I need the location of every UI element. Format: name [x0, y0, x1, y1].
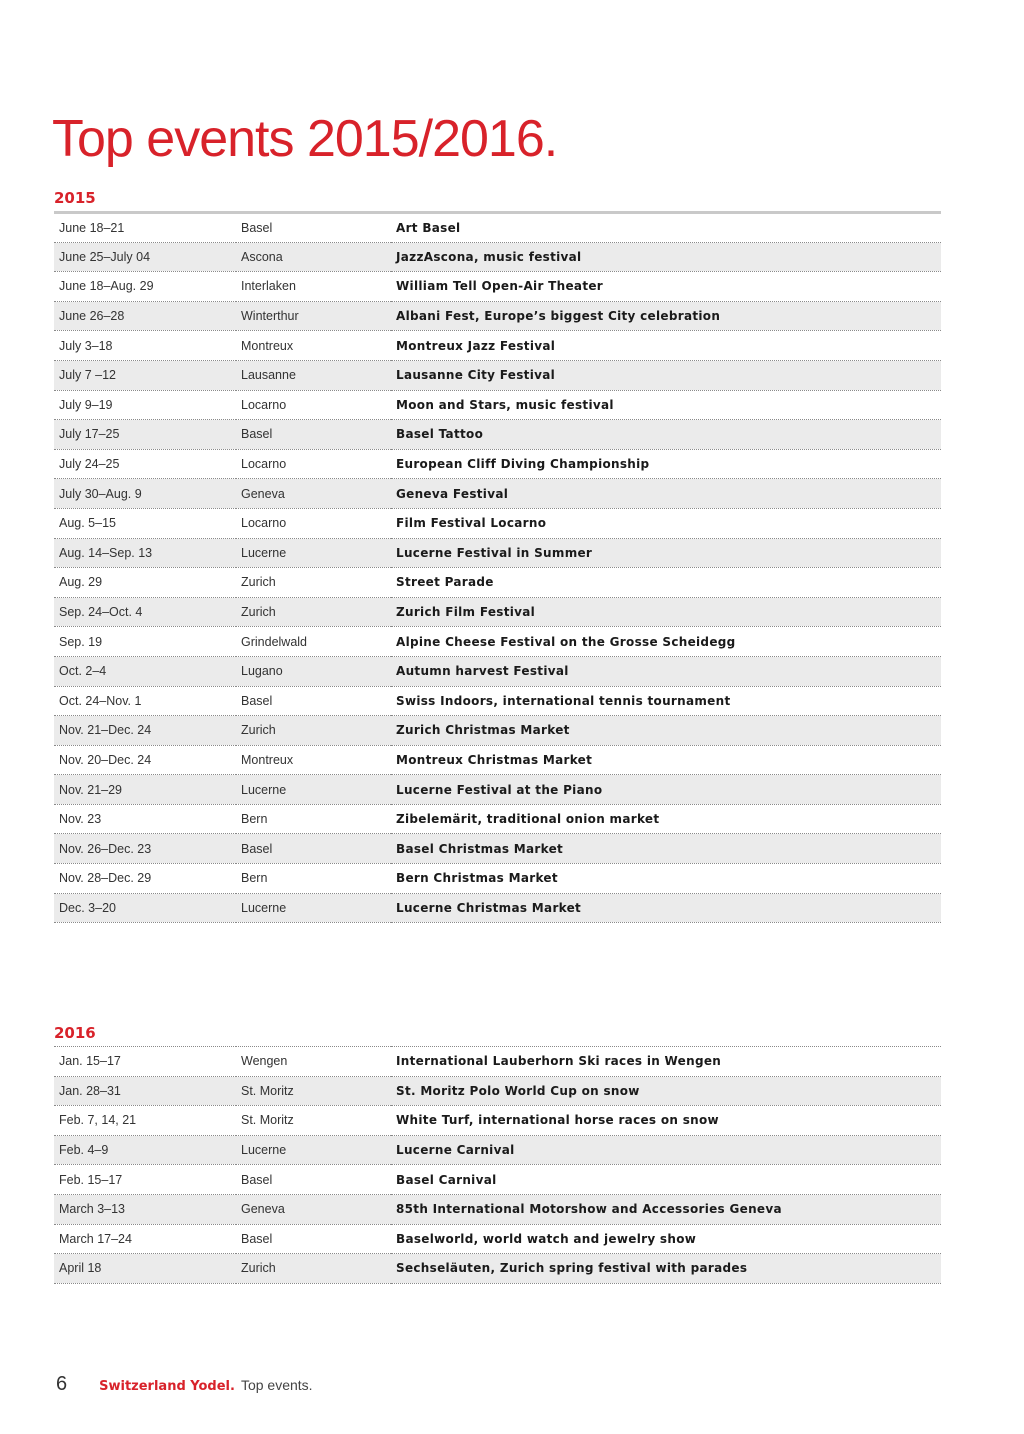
event-name: William Tell Open-Air Theater	[391, 272, 941, 302]
table-row	[54, 1106, 941, 1136]
event-name: Bern Christmas Market	[391, 864, 941, 894]
event-location: Montreux	[236, 331, 391, 361]
table-row	[54, 1194, 941, 1224]
table-row	[54, 1135, 941, 1165]
table-row	[54, 1047, 941, 1077]
table-row	[54, 360, 941, 390]
event-location: Geneva	[236, 479, 391, 509]
event-date: Aug. 5–15	[54, 508, 236, 538]
event-location: Winterthur	[236, 301, 391, 331]
event-date: Nov. 20–Dec. 24	[54, 745, 236, 775]
event-date: June 25–July 04	[54, 242, 236, 272]
event-location: Lucerne	[236, 893, 391, 923]
event-date: July 30–Aug. 9	[54, 479, 236, 509]
event-date: Feb. 15–17	[54, 1165, 236, 1195]
event-name: Montreux Jazz Festival	[391, 331, 941, 361]
page-number: 6	[56, 1373, 68, 1395]
event-name: Baselworld, world watch and jewelry show	[391, 1224, 941, 1254]
event-date: July 24–25	[54, 449, 236, 479]
event-date: Jan. 15–17	[54, 1047, 236, 1077]
event-date: Sep. 24–Oct. 4	[54, 597, 236, 627]
event-name: Geneva Festival	[391, 479, 941, 509]
event-name: Basel Carnival	[391, 1165, 941, 1195]
table-row	[54, 568, 941, 598]
event-location: Montreux	[236, 745, 391, 775]
event-location: Lucerne	[236, 538, 391, 568]
table-row	[54, 834, 941, 864]
event-name: Lucerne Carnival	[391, 1135, 941, 1165]
event-date: Feb. 4–9	[54, 1135, 236, 1165]
event-date: July 9–19	[54, 390, 236, 420]
footer-section-title: Top events.	[240, 1377, 313, 1393]
event-name: Zurich Christmas Market	[391, 716, 941, 746]
table-row	[54, 656, 941, 686]
event-date: April 18	[54, 1254, 236, 1284]
event-name: Film Festival Locarno	[391, 508, 941, 538]
event-location: Zurich	[236, 597, 391, 627]
event-name: Art Basel	[391, 213, 941, 243]
event-date: July 17–25	[54, 420, 236, 450]
footer	[56, 1373, 313, 1397]
event-location: Locarno	[236, 390, 391, 420]
event-location: Lugano	[236, 656, 391, 686]
event-name: Lucerne Festival at the Piano	[391, 775, 941, 805]
event-name: European Cliff Diving Championship	[391, 449, 941, 479]
event-date: Aug. 14–Sep. 13	[54, 538, 236, 568]
event-date: June 18–21	[54, 213, 236, 243]
table-row	[54, 686, 941, 716]
event-name: Swiss Indoors, international tennis tournament	[391, 686, 941, 716]
event-date: July 3–18	[54, 331, 236, 361]
event-location: St. Moritz	[236, 1106, 391, 1136]
table-row	[54, 479, 941, 509]
year-heading: 2016	[54, 1024, 96, 1042]
event-name: Lausanne City Festival	[391, 360, 941, 390]
event-name: Moon and Stars, music festival	[391, 390, 941, 420]
table-row	[54, 1254, 941, 1284]
event-name: International Lauberhorn Ski races in Wengen	[391, 1047, 941, 1077]
event-date: Nov. 26–Dec. 23	[54, 834, 236, 864]
event-name: Albani Fest, Europe’s biggest City celebration	[391, 301, 941, 331]
event-date: Nov. 21–29	[54, 775, 236, 805]
event-date: Nov. 21–Dec. 24	[54, 716, 236, 746]
table-row	[54, 213, 941, 243]
event-name: Zibelemärit, traditional onion market	[391, 804, 941, 834]
event-date: March 3–13	[54, 1194, 236, 1224]
event-date: Feb. 7, 14, 21	[54, 1106, 236, 1136]
event-name: Alpine Cheese Festival on the Grosse Scheidegg	[391, 627, 941, 657]
table-row	[54, 420, 941, 450]
event-location: St. Moritz	[236, 1076, 391, 1106]
event-location: Basel	[236, 686, 391, 716]
event-location: Locarno	[236, 449, 391, 479]
event-location: Zurich	[236, 568, 391, 598]
event-location: Interlaken	[236, 272, 391, 302]
event-location: Basel	[236, 420, 391, 450]
table-row	[54, 804, 941, 834]
event-location: Lucerne	[236, 775, 391, 805]
event-name: Zurich Film Festival	[391, 597, 941, 627]
year-heading: 2015	[54, 189, 96, 207]
table-row	[54, 745, 941, 775]
table-row	[54, 449, 941, 479]
table-row	[54, 331, 941, 361]
table-row	[54, 597, 941, 627]
event-name: Autumn harvest Festival	[391, 656, 941, 686]
event-date: Oct. 24–Nov. 1	[54, 686, 236, 716]
event-date: July 7 –12	[54, 360, 236, 390]
table-row	[54, 893, 941, 923]
event-location: Zurich	[236, 1254, 391, 1284]
table-row	[54, 1076, 941, 1106]
event-location: Geneva	[236, 1194, 391, 1224]
table-row	[54, 627, 941, 657]
event-location: Bern	[236, 864, 391, 894]
event-date: June 18–Aug. 29	[54, 272, 236, 302]
event-date: Nov. 28–Dec. 29	[54, 864, 236, 894]
event-location: Lausanne	[236, 360, 391, 390]
event-location: Ascona	[236, 242, 391, 272]
table-row	[54, 301, 941, 331]
event-location: Wengen	[236, 1047, 391, 1077]
event-location: Zurich	[236, 716, 391, 746]
table-row	[54, 1224, 941, 1254]
event-name: Lucerne Festival in Summer	[391, 538, 941, 568]
event-name: White Turf, international horse races on snow	[391, 1106, 941, 1136]
events-table-2015	[54, 211, 941, 923]
table-row	[54, 242, 941, 272]
page-title: Top events 2015/2016.	[52, 110, 558, 168]
table-row	[54, 272, 941, 302]
event-location: Lucerne	[236, 1135, 391, 1165]
section-2016	[54, 1024, 941, 1284]
event-date: Aug. 29	[54, 568, 236, 598]
table-row	[54, 390, 941, 420]
event-location: Basel	[236, 213, 391, 243]
section-2015	[54, 189, 941, 923]
event-name: Sechseläuten, Zurich spring festival with parades	[391, 1254, 941, 1284]
events-table-2016	[54, 1046, 941, 1284]
event-date: Nov. 23	[54, 804, 236, 834]
table-row	[54, 864, 941, 894]
event-date: Dec. 3–20	[54, 893, 236, 923]
brand-name: Switzerland Yodel.	[99, 1379, 235, 1394]
event-name: St. Moritz Polo World Cup on snow	[391, 1076, 941, 1106]
event-name: Lucerne Christmas Market	[391, 893, 941, 923]
event-location: Bern	[236, 804, 391, 834]
event-date: Oct. 2–4	[54, 656, 236, 686]
event-name: JazzAscona, music festival	[391, 242, 941, 272]
event-name: Basel Tattoo	[391, 420, 941, 450]
event-location: Basel	[236, 1165, 391, 1195]
table-row	[54, 1165, 941, 1195]
table-row	[54, 716, 941, 746]
event-location: Basel	[236, 1224, 391, 1254]
event-name: Street Parade	[391, 568, 941, 598]
table-row	[54, 508, 941, 538]
event-location: Basel	[236, 834, 391, 864]
event-date: Sep. 19	[54, 627, 236, 657]
event-date: June 26–28	[54, 301, 236, 331]
table-row	[54, 775, 941, 805]
event-name: 85th International Motorshow and Accessories Geneva	[391, 1194, 941, 1224]
event-date: Jan. 28–31	[54, 1076, 236, 1106]
event-location: Locarno	[236, 508, 391, 538]
table-row	[54, 538, 941, 568]
event-name: Basel Christmas Market	[391, 834, 941, 864]
event-name: Montreux Christmas Market	[391, 745, 941, 775]
event-date: March 17–24	[54, 1224, 236, 1254]
event-location: Grindelwald	[236, 627, 391, 657]
